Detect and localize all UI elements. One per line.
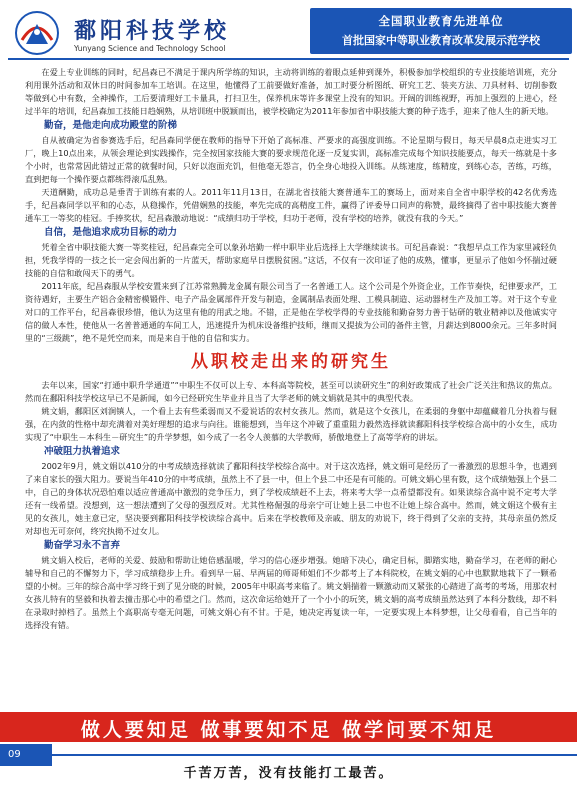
footer-motto: 千苦万苦，没有技能打工最苦。 — [183, 766, 394, 781]
section-heading: 勤奋学习永不言弃 — [44, 540, 121, 551]
article-body — [25, 66, 557, 632]
footer-divider — [52, 754, 577, 756]
paragraph: 姚文娟入校后，老师的关爱、鼓励和帮助让她倍感温暖，学习的信心逐步增强。她暗下决心，确定目标，脚踏实地，勤奋学习，在老师的耐心辅导和自己的不懈努力下，学习成绩稳步上升。看到早一届、早两届的师哥师姐们不少都考上了本科院校，在姚文娟的心中也默默地栽下了一颗希望的小树。三年的综合高中学习终于到了见分晓的时候，2005年中职高考来临了。姚文娟揣着一颗激动而又紧张的心踏进了高考的考场，用那农村女孩儿特有的坚毅和执着去撞击那心中的希望之门。然而，这次命运给她开了一个小小的玩笑，姚文娟的高考成绩虽然达到了本科分数线，却不料在录取时掉档了。虽然上个高职高专毫无问题，可姚文娟心有不甘。于是，她决定再复读一年，一定要实现上本科梦想，让父母看看，自己当年的选择没有错。 — [25, 555, 557, 630]
paragraph: 姚文娟，鄱阳区刘涧镇人，一个看上去有些柔弱而又不爱说话的农村女孩儿。然而，就是这个女孩儿，在柔弱的身躯中却蕴藏着几分执着与倔强，在内敛的性格中却充满着对美好理想的追求与向往。谁能想到，当年这个冲破了重重阻力毅然选择就读鄱阳科技学校综合高中的小女生，成功实现了“中职生－本科生－研究生”的升学梦想，如今成了一名令人羡慕的大学教师，骄傲地登上了高等学府的讲坛。 — [25, 406, 557, 442]
section-heading: 冲破阻力执着追求 — [44, 446, 121, 457]
banner-line-2: 首批国家中等职业教育改革发展示范学校 — [342, 34, 540, 47]
school-logo-icon — [14, 10, 60, 56]
section-heading: 自信，是他追求成功目标的动力 — [44, 227, 178, 238]
school-name-english: Yunyang Science and Technology School — [74, 44, 226, 53]
header-divider — [8, 58, 569, 60]
section-heading: 勤奋，是他走向成功殿堂的阶梯 — [44, 120, 178, 131]
slogan-bar — [0, 712, 577, 742]
slogan-text: 做人要知足 做事要知不足 做学问要不知足 — [80, 719, 497, 741]
article-title: 从职校走出来的研究生 — [191, 352, 391, 372]
paragraph: 天道酬勤，成功总是垂青于训练有素的人。2011年11月13日，在湖北省技能大赛普通车工的赛场上，面对来自全省中职学校的42名优秀选手，纪昌森同学以平和的心态，从稳操作，凭借娴熟的技能，率先完成的高精度工件，赢得了评委导口同声的称赞，最终摘得了省中职技能大赛普通车工一等奖的桂冠。手捧奖状，纪昌森激动地说：“成绩归功于学校，归功于老师，没有学校的培养，就没有我的今天。” — [25, 187, 557, 223]
honor-banner — [310, 8, 572, 54]
banner-line-1: 全国职业教育先进单位 — [378, 14, 504, 28]
paragraph: 2011年底，纪昌森服从学校安置来到了江苏常熟腾龙金属有限公司当了一名普通工人。这个公司是个外资企业，工作节奏快，纪律要求严，工资待遇好，主要生产铝合金精密模锻件、电子产品金属部件开发与制造，金属制品表面处理、工模具制造、运动器材生产及加工等。对于这个专业对口的工作平台，纪昌森很珍惜，他认为这里有他的用武之地。不错，正是他在学校学得的专业技能和勤奋努力善于钻研的敬业精神以及他诚实守信的做人本性，使他从一名普普通通的车间工人，迅速提升为机床设备维护技师，继而又提拔为公司的备件主管，月薪达到8000余元。三年多时间里的“三级跳”，绝不是凭空而来，而是来自于他的自信和实力。 — [25, 281, 557, 343]
school-name: 鄱阳科技学校 — [74, 18, 231, 44]
paragraph: 在爱上专业训练的同时，纪昌森已不满足于课内所学练的知识，主动将训练的着眼点延伸到课外，积极参加学校组织的专业技能培训班，充分利用课外活动和双休日的时间参加车工培训。在这里，他懂得了工前要做好准备，加工时要分析图纸、研究工艺、装夹方法、刀具材料、切削参数等做到心中有数，全神操作，工后要清理好工卡量具，打扫卫生，保养机床等许多课堂上没有的知识。开阔的训练视野，再加上强烈的上进心，经过半年的培训，纪昌森加工技能日趋娴熟，从培训班中脱颖而出，被学校确定为2011年参加省中职技能大赛的种子选手，迎来了他人生的新天地。 — [25, 67, 557, 116]
page-header — [0, 0, 577, 66]
paragraph: 2002年9月，姚文娟以410分的中考成绩选择就读了鄱阳科技学校综合高中。对于这次选择，姚文娟可是经历了一番激烈的思想斗争，也遇到了来自家长的强大阻力。要说当年410分的中考成绩，虽然上不了县一中，但上个县二中还是有可能的。可姚文娟心里有数，这个成绩勉强上个县二中，自己的身体状况恐怕难以适应普通高中激烈的竞争压力，到了学校成绩赶不上去，将来考大学一点希望都没有。如果读综合高中说不定考大学还有一线希望。没想到，这一想法遭到了父母的强烈反对。尤其性格倔强的母亲宁可让她上县二中也不让她上综合高中。然而，姚文娟这个极有主见的女孩儿，她主意已定，坚决要到鄱阳科技学校读综合高中。后来在学校教师及亲戚、朋友的劝说下，终于得到了父亲的支持，其母亲虽仍然反对却也无可奈何，终究执拗不过女儿。 — [25, 461, 557, 536]
paragraph: 自从被确定为省参赛选手后，纪昌森同学便在教师的指导下开始了高标准、严要求的高强度训练。不论星期与假日，每天早晨8点走进实习工厂，晚上10点出来，从领会理论到实践操作，完全按国家技能大赛的要求规范化逐一反复实训，高标准完成每个知识技能要点，每天一练就是十多个小时，也常常因此错过正常的就餐时间，只好以泡面充饥，但他毫无怨言，仍全身心地投入训练。从练速度，练精度，到练心态，苦练，巧练，直到把每一个操作要点都练得滚瓜乱熟。 — [25, 135, 557, 184]
paragraph: 凭着全省中职技能大赛一等奖桂冠，纪昌森完全可以象孙培勤一样中职毕业后选择上大学继续读书。可纪昌森说：“我想早点工作为家里减轻负担，凭我学得的一技之长一定会闯出新的一片蓝天，帮助家庭早日摆脱贫困。”这话，不仅有一次印证了他的成熟，懂事，更显示了他如今怀揣过硬技能的自信和敢闯天下的勇气。 — [25, 242, 557, 278]
paragraph: 去年以来，国家“打通中职升学通道”“中职生不仅可以上专、本科高等院校，甚至可以读研究生”的利好政策成了社会广泛关注和热议的焦点。然而在鄱阳科技学校这早已不是新闻，如今已经研究生毕业并且当了大学老师的姚文娟就是其中的典型代表。 — [25, 380, 557, 403]
page-number: 09 — [8, 749, 21, 760]
